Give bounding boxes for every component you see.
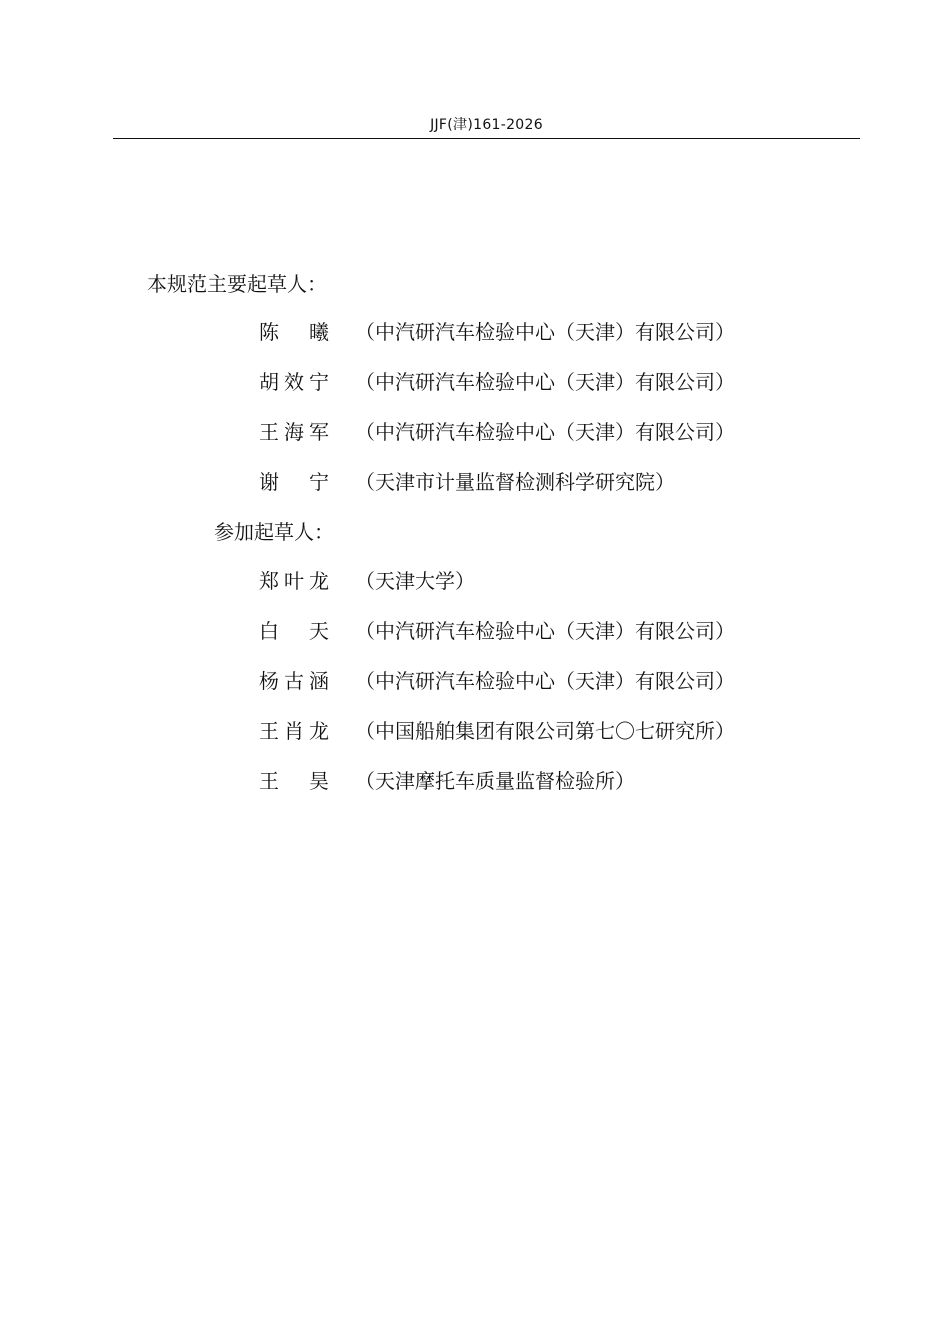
drafter-organization: （天津市计量监督检测科学研究院）	[355, 470, 675, 494]
participant-organization: （中汽研汽车检验中心（天津）有限公司）	[355, 619, 735, 643]
participating-drafters-heading: 参加起草人：	[214, 520, 334, 544]
participant-organization: （中国船舶集团有限公司第七〇七研究所）	[355, 719, 735, 743]
participant-organization: （天津摩托车质量监督检验所）	[355, 769, 635, 793]
participant-name: 白 天	[259, 619, 329, 643]
participant-name: 杨古涵	[259, 669, 329, 693]
participant-name: 郑叶龙	[259, 569, 329, 593]
participant-name: 王肖龙	[259, 719, 329, 743]
drafter-name: 谢 宁	[259, 470, 329, 494]
drafter-organization: （中汽研汽车检验中心（天津）有限公司）	[355, 370, 735, 394]
drafter-organization: （中汽研汽车检验中心（天津）有限公司）	[355, 420, 735, 444]
standard-code: JJF(津)161-2026	[430, 117, 543, 133]
page-header	[113, 112, 860, 139]
participant-organization: （中汽研汽车检验中心（天津）有限公司）	[355, 669, 735, 693]
drafter-name: 王海军	[259, 420, 329, 444]
drafter-name: 陈 曦	[259, 320, 329, 344]
participant-organization: （天津大学）	[355, 569, 475, 593]
main-drafters-heading: 本规范主要起草人：	[147, 272, 327, 296]
drafter-name: 胡效宁	[259, 370, 329, 394]
drafter-organization: （中汽研汽车检验中心（天津）有限公司）	[355, 320, 735, 344]
participant-name: 王 昊	[259, 769, 329, 793]
